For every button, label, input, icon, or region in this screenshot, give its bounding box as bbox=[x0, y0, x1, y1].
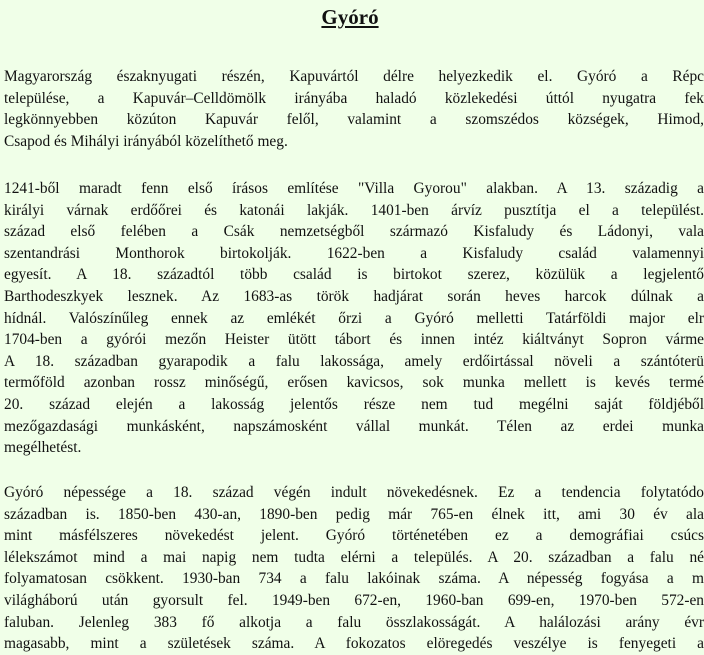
paragraph-population bbox=[4, 482, 704, 655]
paragraph-line: Magyarország északnyugati részén, Kapuvártól délre helyezkedik el. Gyóró a Répc bbox=[4, 68, 704, 85]
paragraph-line: mezőgazdasági munkásként, napszámosként vállal munkát. Télen az erdei munka bbox=[4, 417, 704, 435]
paragraph-line: egyesít. A 18. századtól több család is birtokot szerez, közülük a legjelentő bbox=[4, 266, 704, 284]
paragraph-line: megélhetést. bbox=[4, 439, 82, 457]
paragraph-line: Gyóró népessége a 18. század végén indult növekedésnek. Ez a tendencia folytatódo bbox=[4, 484, 704, 501]
paragraph-line: században is. 1850-ben 430-an, 1890-ben pedig már 765-en élnek itt, ami 30 év ala bbox=[4, 505, 704, 523]
paragraph-line: magasabb, mint a születések száma. A fokozatos elöregedés veszélye is fenyegeti a bbox=[4, 635, 704, 653]
paragraph-line: 1241-ből maradt fenn első írásos említése "Villa Gyorou" alakban. A 13. századig a bbox=[4, 180, 704, 197]
paragraph-line: 1704-ben a gyórói mezőn Heister ütött tábort és innen intéz kiáltványt Sopron várme bbox=[4, 331, 704, 349]
paragraph-history bbox=[4, 178, 704, 459]
paragraph-line: legkönnyebben közúton Kapuvár felől, valamint a szomszédos községek, Himod, bbox=[4, 111, 704, 129]
paragraph-line: folyamatosan csökkent. 1930-ban 734 a falu lakóinak száma. A népesség fogyása a m bbox=[4, 570, 704, 588]
paragraph-location bbox=[4, 66, 704, 152]
paragraph-line: mint másfélszeres növekedést jelent. Gyóró történetében ez a demográfiai csúcs bbox=[4, 527, 704, 545]
paragraph-line: települése, a Kapuvár–Celldömölk irányába haladó közlekedési úttól nyugatra fek bbox=[4, 89, 704, 107]
paragraph-line: termőföld azonban rossz minőségű, erősen kavicsos, sok munka mellett is kevés termé bbox=[4, 374, 704, 392]
paragraph-line: 20. század elején a lakosság jelentős része nem tud megélni saját földjéből bbox=[4, 395, 704, 413]
paragraph-line: Barthodeszkyek lesznek. Az 1683-as török hadjárat során heves harcok dúlnak a bbox=[4, 287, 704, 305]
paragraph-line: lélekszámot mind a mai napig nem tudta elérni a település. A 20. században a falu né bbox=[4, 548, 704, 566]
page-title: Gyóró bbox=[321, 5, 379, 29]
paragraph-line: királyi várnak erdőőrei és katonái lakják. 1401-ben árvíz pusztítja el a települést. bbox=[4, 201, 704, 219]
paragraph-line: A 18. században gyarapodik a falu lakossága, amely erdőirtással növeli a szántóterü bbox=[4, 352, 704, 370]
paragraph-line: szentandrási Monthorok birtokolják. 1622-ben a Kisfaludy család valamennyi bbox=[4, 244, 704, 262]
paragraph-line: világháború után gyorsult fel. 1949-ben 672-en, 1960-ban 699-en, 1970-ben 572-en bbox=[4, 591, 704, 609]
paragraph-line: század első felében a Csák nemzetségből származó Kisfaludy és Ládonyi, vala bbox=[4, 223, 704, 241]
paragraph-line: faluban. Jelenleg 383 fő alkotja a falu összlakosságát. A halálozási arány évr bbox=[4, 613, 704, 631]
paragraph-line: hídnál. Valószínűleg ennek az emlékét őrzi a Gyóró melletti Tatárföldi major elr bbox=[4, 309, 704, 327]
paragraph-line: Csapod és Mihályi irányából közelíthető meg. bbox=[4, 132, 288, 150]
